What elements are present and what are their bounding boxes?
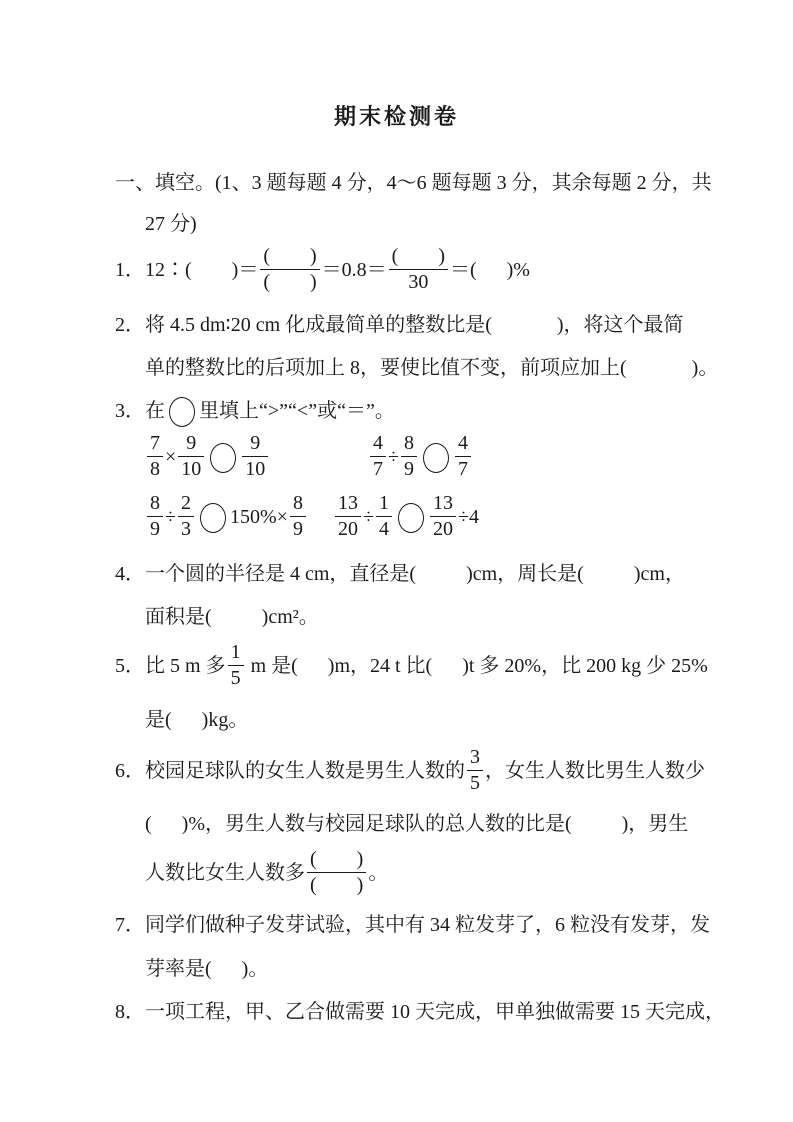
question-3-compare-row-2-right xyxy=(333,491,479,542)
text-run: 3．在 xyxy=(115,400,165,422)
fraction xyxy=(376,493,392,540)
comparison-answer-circle xyxy=(398,503,424,533)
text-run: 人数比女生人数多 xyxy=(145,862,305,884)
fraction-denominator: 5 xyxy=(230,666,241,689)
fraction xyxy=(467,747,483,794)
section-1-header-line-2: 27 分) xyxy=(145,213,197,235)
comparison-answer-circle xyxy=(423,443,449,473)
question-6-line-1 xyxy=(115,745,705,796)
fraction-numerator: 4 xyxy=(455,433,471,457)
text-run: ，女生人数比男生人数少 xyxy=(485,760,705,782)
fraction-denominator: 10 xyxy=(181,457,202,480)
text-run: ÷ xyxy=(363,506,374,528)
fraction xyxy=(242,433,268,480)
fraction-numerator: 1 xyxy=(228,642,244,666)
fraction-numerator: 8 xyxy=(147,493,163,517)
fraction-denominator: 20 xyxy=(432,517,453,540)
question-2-line-2: 单的整数比的后项加上 8，要使比值不变，前项应加上( )。 xyxy=(145,357,719,379)
comparison-answer-circle xyxy=(210,443,236,473)
question-4-line-2: 面积是( )cm²。 xyxy=(145,606,319,628)
fraction-denominator: ( ) xyxy=(263,270,317,293)
fraction xyxy=(290,493,306,540)
fraction xyxy=(260,246,319,293)
question-7-line-2: 芽率是( )。 xyxy=(145,958,269,980)
fraction-denominator: 7 xyxy=(373,457,383,480)
fraction-numerator: 13 xyxy=(430,493,456,517)
fraction-numerator: 4 xyxy=(370,433,386,457)
fraction xyxy=(178,433,204,480)
fraction xyxy=(401,433,417,480)
text-run: ＝0.8＝ xyxy=(321,259,387,281)
fraction-denominator: 9 xyxy=(150,517,160,540)
fraction-denominator: 3 xyxy=(180,517,191,540)
question-2-line-1: 2．将 4.5 dm∶20 cm 化成最简单的整数比是( )，将这个最简 xyxy=(115,314,684,336)
text-run: × xyxy=(165,446,177,468)
text-run: 5．比 5 m 多 xyxy=(115,655,226,677)
fraction-numerator: 7 xyxy=(147,433,163,457)
question-3-compare-row-1-left xyxy=(145,431,270,482)
fraction xyxy=(335,493,361,540)
question-8-line-1: 8．一项工程，甲、乙合做需要 10 天完成，甲单独做需要 15 天完成， xyxy=(115,1001,725,1023)
fraction-numerator: ( ) xyxy=(260,246,319,270)
section-1-header-line-1: 一、填空。(1、3 题每题 4 分，4～6 题每题 3 分，其余每题 2 分，共 xyxy=(115,172,712,194)
fraction-numerator: 8 xyxy=(401,433,417,457)
question-5-line-2: 是( )kg。 xyxy=(145,709,249,731)
comparison-answer-circle xyxy=(200,503,226,533)
text-run: 150%× xyxy=(229,506,288,528)
fraction-numerator: 13 xyxy=(335,493,361,517)
fraction xyxy=(455,433,471,480)
question-5-line-1 xyxy=(115,640,708,691)
fraction-denominator: 20 xyxy=(338,517,358,540)
text-run: 里填上“>”“<”或“＝”。 xyxy=(199,400,395,422)
fraction xyxy=(307,849,366,896)
fraction xyxy=(389,246,448,293)
fraction xyxy=(430,493,456,540)
question-6-line-3 xyxy=(145,847,389,898)
question-3-compare-row-1-right xyxy=(368,431,473,482)
text-run: 1．12∶( )＝ xyxy=(115,259,259,281)
fraction-numerator: 3 xyxy=(467,747,483,771)
fraction-denominator: 9 xyxy=(292,517,303,540)
fraction-denominator: ( ) xyxy=(310,873,364,896)
question-1-equation xyxy=(115,244,530,295)
fraction-denominator: 8 xyxy=(150,457,160,480)
fraction-denominator: 7 xyxy=(457,457,468,480)
text-run: ＝( )% xyxy=(449,259,530,281)
fraction-denominator: 30 xyxy=(408,270,429,293)
fraction-denominator: 5 xyxy=(470,771,480,794)
fraction xyxy=(147,433,163,480)
paper-title: 期末检测卷 xyxy=(333,104,459,129)
text-run: m 是( )m，24 t 比( )t 多 20%，比 200 kg 少 25% xyxy=(245,655,708,677)
text-run: ÷ xyxy=(388,446,399,468)
question-7-line-1: 7．同学们做种子发芽试验，其中有 34 粒发芽了，6 粒没有发芽，发 xyxy=(115,914,710,936)
fraction-denominator: 10 xyxy=(245,457,266,480)
fraction-numerator: 1 xyxy=(376,493,392,517)
text-run: 。 xyxy=(368,862,389,884)
question-3-compare-row-2-left xyxy=(145,491,308,542)
question-4-line-1: 4．一个圆的半径是 4 cm，直径是( )cm，周长是( )cm， xyxy=(115,563,685,585)
fraction-denominator: 4 xyxy=(378,517,389,540)
text-run: ÷4 xyxy=(457,506,479,528)
question-3-header xyxy=(115,396,395,427)
fraction-denominator: 9 xyxy=(403,457,414,480)
text-run: ÷ xyxy=(165,506,176,528)
fraction-numerator: 9 xyxy=(242,433,268,457)
fraction xyxy=(228,642,244,689)
fraction-numerator: 8 xyxy=(290,493,306,517)
fraction xyxy=(370,433,386,480)
fraction xyxy=(178,493,194,540)
fraction-numerator: 9 xyxy=(178,433,204,457)
comparison-answer-circle xyxy=(169,397,195,427)
fraction-numerator: ( ) xyxy=(389,246,448,270)
question-6-line-2: ( )%，男生人数与校园足球队的总人数的比是( )，男生 xyxy=(145,813,689,835)
fraction xyxy=(147,493,163,540)
fraction-numerator: ( ) xyxy=(307,849,366,873)
text-run: 6．校园足球队的女生人数是男生人数的 xyxy=(115,760,465,782)
fraction-numerator: 2 xyxy=(178,493,194,517)
